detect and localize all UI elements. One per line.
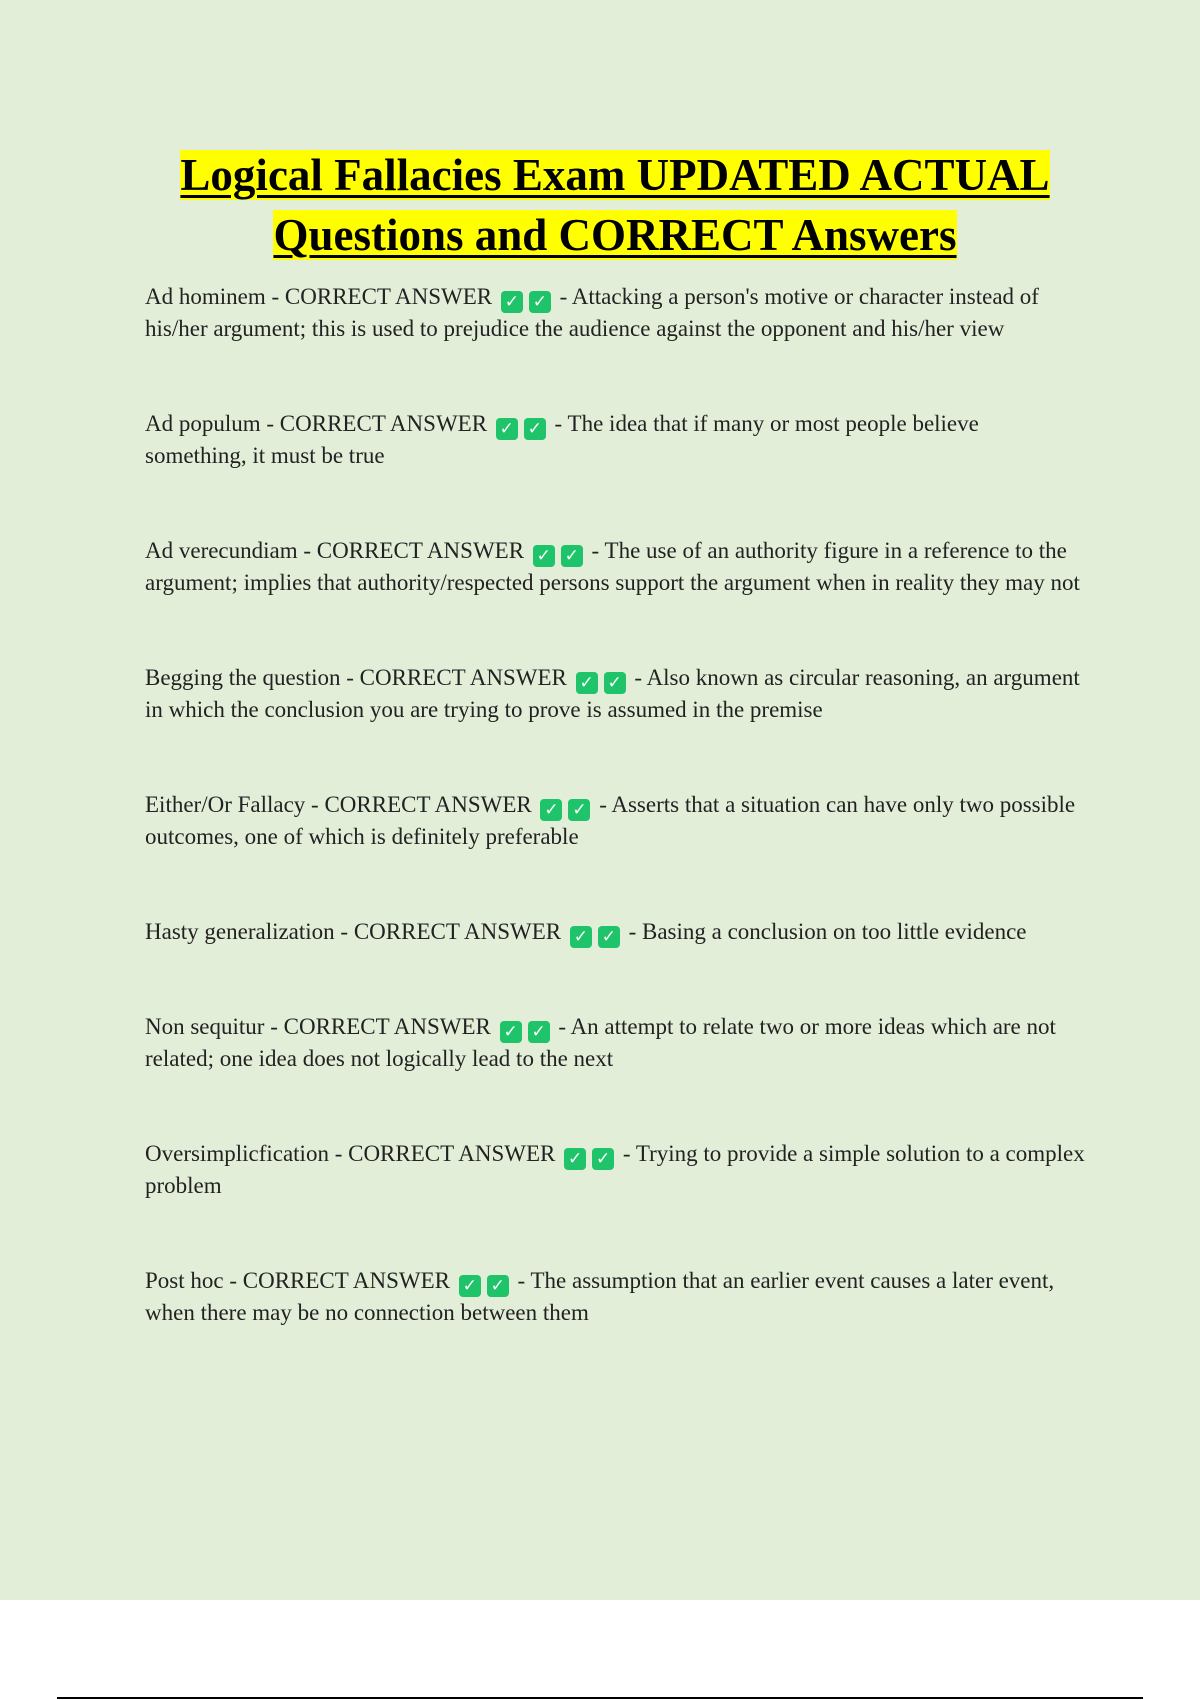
qa-term: Ad populum - CORRECT ANSWER [145, 411, 488, 436]
qa-definition: - The use of an authority figure in a reference to the argument; implies that authority/respected persons support the argument when in reality they may not [145, 538, 1080, 595]
qa-definition: - The idea that if many or most people believe something, it must be true [145, 411, 979, 468]
check-mark-icon: ✓ [540, 799, 562, 821]
qa-term: Post hoc - CORRECT ANSWER [145, 1268, 450, 1293]
check-mark-icon: ✓ [561, 545, 583, 567]
check-mark-icon: ✓ [496, 418, 518, 440]
qa-term: Hasty generalization - CORRECT ANSWER [145, 919, 562, 944]
qa-definition: - An attempt to relate two or more ideas which are not related; one idea does not logically lead to the next [145, 1014, 1056, 1071]
qa-item [145, 916, 1085, 948]
qa-term: Either/Or Fallacy - CORRECT ANSWER [145, 792, 532, 817]
qa-definition: - Attacking a person's motive or character instead of his/her argument; this is used to prejudice the audience against the opponent and his/her view [145, 284, 1039, 341]
check-mark-icon: ✓ [500, 1021, 522, 1043]
qa-term: Oversimplicfication - CORRECT ANSWER [145, 1141, 556, 1166]
qa-term: Begging the question - CORRECT ANSWER [145, 665, 567, 690]
check-mark-icon: ✓ [564, 1148, 586, 1170]
check-mark-icon: ✓ [501, 291, 523, 313]
qa-item [145, 408, 1085, 472]
check-mark-icon: ✓ [528, 1021, 550, 1043]
check-mark-icon: ✓ [570, 926, 592, 948]
qa-definition: - Also known as circular reasoning, an argument in which the conclusion you are trying to prove is assumed in the premise [145, 665, 1080, 722]
qa-item [145, 535, 1085, 599]
check-mark-icon: ✓ [592, 1148, 614, 1170]
check-mark-icon: ✓ [487, 1275, 509, 1297]
check-mark-icon: ✓ [524, 418, 546, 440]
qa-item [145, 662, 1085, 726]
check-mark-icon: ✓ [604, 672, 626, 694]
qa-term: Ad verecundiam - CORRECT ANSWER [145, 538, 525, 563]
qa-item [145, 281, 1085, 345]
qa-definition: - Trying to provide a simple solution to a complex problem [145, 1141, 1085, 1198]
qa-definition: - Basing a conclusion on too little evidence [628, 919, 1027, 944]
qa-item [145, 789, 1085, 853]
qa-term: Ad hominem - CORRECT ANSWER [145, 284, 493, 309]
qa-definition: - Asserts that a situation can have only two possible outcomes, one of which is definitely preferable [145, 792, 1076, 849]
check-mark-icon: ✓ [568, 799, 590, 821]
title-line-1: Logical Fallacies Exam UPDATED ACTUAL [180, 150, 1050, 200]
qa-item [145, 1138, 1085, 1202]
check-mark-icon: ✓ [576, 672, 598, 694]
page-title [145, 145, 1085, 265]
qa-list [145, 281, 1085, 1329]
qa-item [145, 1265, 1085, 1329]
check-mark-icon: ✓ [529, 291, 551, 313]
title-block [145, 145, 1085, 265]
footer-divider [57, 1697, 1143, 1699]
qa-term: Non sequitur - CORRECT ANSWER [145, 1014, 491, 1039]
qa-definition: - The assumption that an earlier event causes a later event, when there may be no connection between them [145, 1268, 1055, 1325]
title-line-2: Questions and CORRECT Answers [273, 210, 957, 260]
qa-item [145, 1011, 1085, 1075]
check-mark-icon: ✓ [598, 926, 620, 948]
check-mark-icon: ✓ [533, 545, 555, 567]
check-mark-icon: ✓ [459, 1275, 481, 1297]
